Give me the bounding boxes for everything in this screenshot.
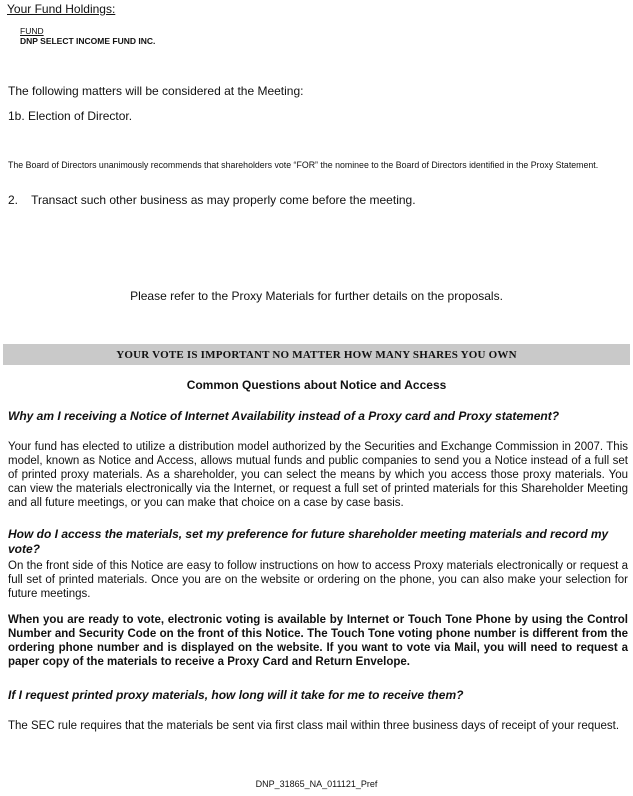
faq-answer-1: Your fund has elected to utilize a distribution model authorized by the Securities and Exchange Commission in 2007. This model, known as Notice and Access, allows mutual funds and public companies to send you a Notice instead of a full set of printed proxy materials. As a shareholder, you can select the means by which you access those proxy materials. You can view the materials electronically via the Internet, or request a full set of printed materials for this Shareholder Meeting and all future meetings, or you can make that choice on a case by case basis.	[8, 441, 628, 509]
meeting-item-2: 2. Transact such other business as may properly come before the meeting.	[8, 193, 416, 207]
vote-important-banner: YOUR VOTE IS IMPORTANT NO MATTER HOW MANY SHARES YOU OWN	[3, 344, 630, 365]
faq-answer-2: On the front side of this Notice are easy to follow instructions on how to access Proxy materials electronically or request a full set of printed materials. Once you are on the website or ordering on the phone, you can also make your selection for future meetings.	[8, 560, 628, 600]
faq-title: Common Questions about Notice and Access	[186, 378, 447, 392]
proxy-refer-note: Please refer to the Proxy Materials for further details on the proposals.	[130, 289, 503, 303]
faq-question-2: How do I access the materials, set my preference for future shareholder meeting materials and record my vote?	[8, 527, 609, 556]
faq-answer-3: The SEC rule requires that the materials be sent via first class mail within three business days of receipt of your request.	[8, 720, 620, 732]
footer-code: DNP_31865_NA_011121_Pref	[255, 779, 378, 789]
meeting-intro: The following matters will be considered at the Meeting:	[8, 84, 304, 98]
faq-question-1: Why am I receiving a Notice of Internet Availability instead of a Proxy card and Proxy statement?	[8, 409, 560, 423]
board-recommendation: The Board of Directors unanimously recommends that shareholders vote “FOR” the nominee to the Board of Directors identified in the Proxy Statement.	[8, 160, 599, 170]
fund-name: DNP SELECT INCOME FUND INC.	[20, 36, 156, 46]
meeting-item-1b: 1b. Election of Director.	[8, 109, 133, 123]
fund-label: FUND	[20, 26, 44, 36]
faq-question-3: If I request printed proxy materials, how long will it take for me to receive them?	[8, 688, 464, 702]
faq-answer-2-voting: When you are ready to vote, electronic voting is available by Internet or Touch Tone Phone by using the Control Number and Security Code on the front of this Notice. The Touch Tone voting phone number is different from the ordering phone number and is displayed on the website. If you want to vote via Mail, you will need to request a paper copy of the materials to receive a Proxy Card and Return Envelope.	[8, 614, 628, 668]
fund-holdings-heading: Your Fund Holdings:	[7, 2, 116, 16]
